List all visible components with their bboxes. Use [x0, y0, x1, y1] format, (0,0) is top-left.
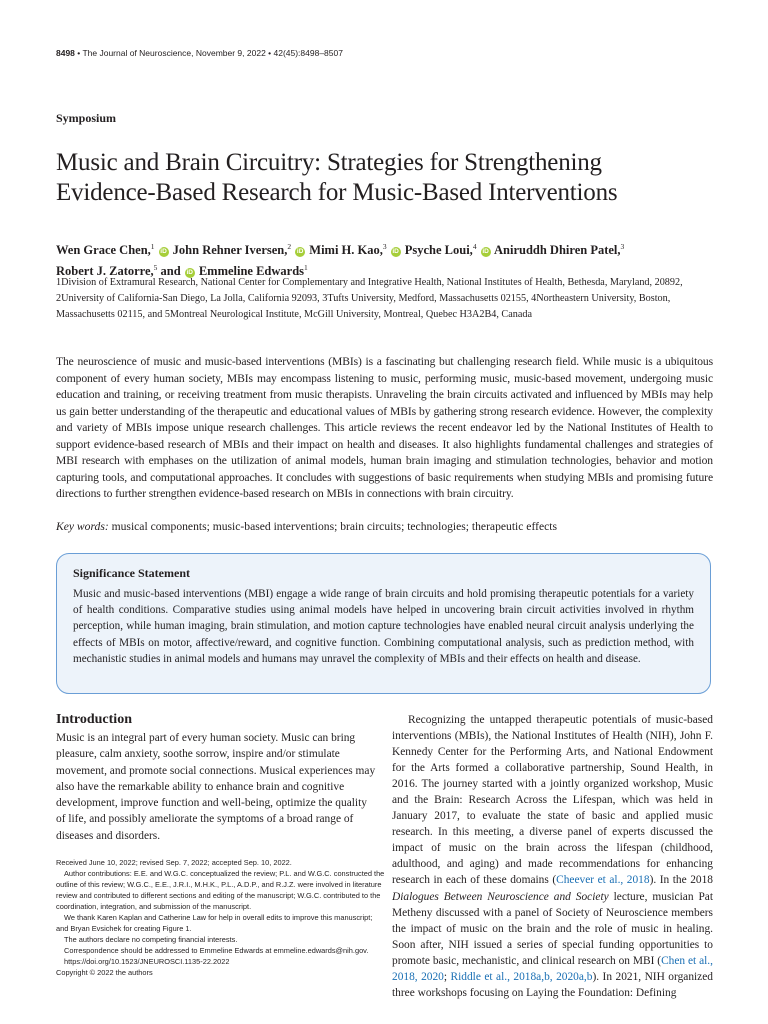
keywords-label: Key words: — [56, 520, 109, 533]
author-name: Robert J. Zatorre, — [56, 264, 154, 279]
section-label: Symposium — [56, 111, 117, 125]
affiliation-marker: 3 — [620, 242, 625, 251]
journal-citation: • The Journal of Neuroscience, November 9, 2022 • 42(45):8498–8507 — [74, 48, 343, 58]
introduction-text: Music is an integral part of every human society. Music can bring pleasure, calm anxiety, soothe sorrow, inspire and/or stimulate movement, and promote social connections. Musical experiences may also have the remarkable ability to enhance brain and cognitive development, improve function and well-being, optimize the quality of life, and possibly ameliorate the symptoms of a broad range of diseases and disorders. — [56, 732, 376, 842]
title-line-1: Music and Brain Circuitry: Strategies for Strengthening — [56, 149, 602, 176]
citation-link-chen[interactable]: Chen et al., 2018, 2020 — [392, 954, 713, 983]
footnote-contributions: Author contributions: E.E. and W.G.C. conceptualized the review; P.L. and W.G.C. constructed the outline of this review; W.G.C., E.E., J.R.I., M.H.K., P.L., A.D.P., and R.J.Z. were involved in literature review and contributed to different sections and editing of the manuscript; W.G.C. contributed to the coordination, integration, and submission of the manuscript. — [56, 869, 385, 911]
keywords — [56, 519, 713, 535]
footnote-copyright: Copyright © 2022 the authors — [56, 968, 153, 977]
author-name: John Rehner Iversen, — [169, 243, 288, 258]
introduction-heading: Introduction — [56, 712, 132, 727]
footnote-doi[interactable]: https://doi.org/10.1523/JNEUROSCI.1135-22.2022 — [64, 957, 230, 966]
author-name: and — [157, 264, 181, 279]
author-name: Aniruddh Dhiren Patel, — [491, 243, 621, 258]
significance-title: Significance Statement — [73, 566, 190, 580]
title-line-2: Evidence-Based Research for Music-Based Interventions — [56, 179, 618, 206]
citation-link-cheever[interactable]: Cheever et al., 2018 — [556, 874, 650, 887]
footnote-received: Received June 10, 2022; revised Sep. 7, 2022; accepted Sep. 10, 2022. — [56, 858, 292, 867]
page-number: 8498 — [56, 48, 75, 58]
orcid-icon[interactable]: iD — [186, 269, 193, 277]
author-name: Psyche Loui, — [401, 243, 473, 258]
body-text: ; — [443, 970, 451, 983]
footnote-acknowledgments: We thank Karen Kaplan and Catherine Law for help in overall edits to improve this manuscript; and Bryan Evsichek for creating Figure 1. — [56, 913, 373, 933]
footnotes — [56, 857, 386, 978]
author-name: Emmeline Edwards — [195, 264, 305, 279]
lecture-title: Dialogues Between Neuroscience and Society — [392, 890, 609, 903]
citation-link-riddle[interactable]: Riddle et al., 2018a,b, 2020a,b — [450, 970, 593, 983]
abstract: The neuroscience of music and music-based interventions (MBIs) is a fascinating but challenging research field. While music is a ubiquitous component of every human society, MBIs may encompass listening to music, performing music, music-based movement, undergoing music education and training, or receiving treatment from music therapists. Unraveling the brain circuits activated and influenced by MBIs may help us gain better understanding of the therapeutic and educational values of MBIs by gathering strong research evidence. However, the complexity and variety of MBIs impose unique research challenges. This article reviews the recent endeavor led by the National Institutes of Health to support evidence-based research of MBIs and their impact on health and diseases. It also highlights fundamental challenges and strategies of MBI research with emphases on the utilization of animal models, human brain imaging and stimulation technologies, behavior and motion capturing tools, and computational approaches. It concludes with suggestions of basic requirements when studying MBIs and promising future directions to further strengthen evidence-based research on MBIs in connections with brain circuitry. — [56, 355, 713, 500]
author-name: Wen Grace Chen, — [56, 243, 151, 258]
body-text: ). In 2021, NIH organized three workshops focusing on Laying the Foundation: Defining — [392, 970, 713, 999]
orcid-icon[interactable]: iD — [296, 248, 304, 256]
author-name: Mimi H. Kao, — [306, 243, 383, 258]
orcid-icon[interactable]: iD — [392, 248, 399, 256]
body-text: ). In the 2018 — [649, 874, 713, 887]
affiliation-marker: 1 — [150, 242, 155, 251]
significance-statement-box — [56, 553, 711, 694]
affiliation-marker: 2 — [287, 242, 292, 251]
article-title — [56, 148, 716, 208]
footnote-competing-interests: The authors declare no competing financial interests. — [64, 935, 238, 944]
orcid-icon[interactable]: iD — [482, 248, 489, 256]
body-text: lecture, musician Pat Metheny discussed with a panel of Society of Neuroscience members the impact of music on the brain and the role of music in healing. Soon after, NIH issued a series of special funding opportunities to promote basic, mechanistic, and clinical research on MBI ( — [392, 890, 713, 967]
author-list — [56, 238, 716, 280]
affiliation-marker: 3 — [382, 242, 387, 251]
affiliations: 1Division of Extramural Research, National Center for Complementary and Integrative Health, National Institutes of Health, Bethesda, Maryland, 20892, 2University of California-San Diego, La Jolla, California 92093, 3Tufts University, Medford, Massachusetts 02155, 4Northeastern University, Boston, Massachusetts 02115, and 5Montreal Neurological Institute, McGill University, Montreal, Quebec H3A2B4, Canada — [56, 277, 683, 320]
running-head — [56, 48, 343, 58]
keywords-text: musical components; music-based interventions; brain circuits; technologies; therapeutic effects — [108, 520, 557, 533]
affiliation-marker: 4 — [472, 242, 477, 251]
body-text: Recognizing the untapped therapeutic potentials of music-based interventions (MBIs), the National Institutes of Health (NIH), John F. Kennedy Center for the Performing Arts, and National Endowment for the Arts formed a collaborative partnership, Sound Health, in 2016. The journey started with a jointly organized workshop, Music and the Brain: Research Across the Lifespan, which was held in January 2017, to evaluate the state of basic and applied music research. In this meeting, a diverse panel of experts discussed the impact of music on the brain across the lifespan (childhood, adulthood, and aging) and made recommendations for enhancing research in each of these domains ( — [392, 714, 713, 887]
left-column — [56, 712, 376, 844]
affiliation-marker: 1 — [304, 263, 308, 273]
orcid-icon[interactable]: iD — [160, 248, 167, 256]
significance-text: Music and music-based interventions (MBI) engage a wide range of brain circuits and hold promising therapeutic potentials for a variety of health conditions. Comparative studies using animal models have helped in uncovering brain circuit activities involved in rhythm perception, while human imaging, brain stimulation, and motion capture technologies have enabled neural circuit analysis underlying the effects of MBIs on motor, affective/reward, and cognitive function. Combining computational analysis, such as prediction method, with mechanistic studies in animal models and humans may unravel the complexity of MBIs and their effects on health and disease. — [73, 588, 694, 665]
right-column — [392, 712, 713, 1001]
affiliation-marker: 5 — [153, 263, 158, 273]
body-paragraph — [392, 712, 713, 1001]
footnote-correspondence: Correspondence should be addressed to Emmeline Edwards at emmeline.edwards@nih.gov. — [64, 946, 369, 955]
